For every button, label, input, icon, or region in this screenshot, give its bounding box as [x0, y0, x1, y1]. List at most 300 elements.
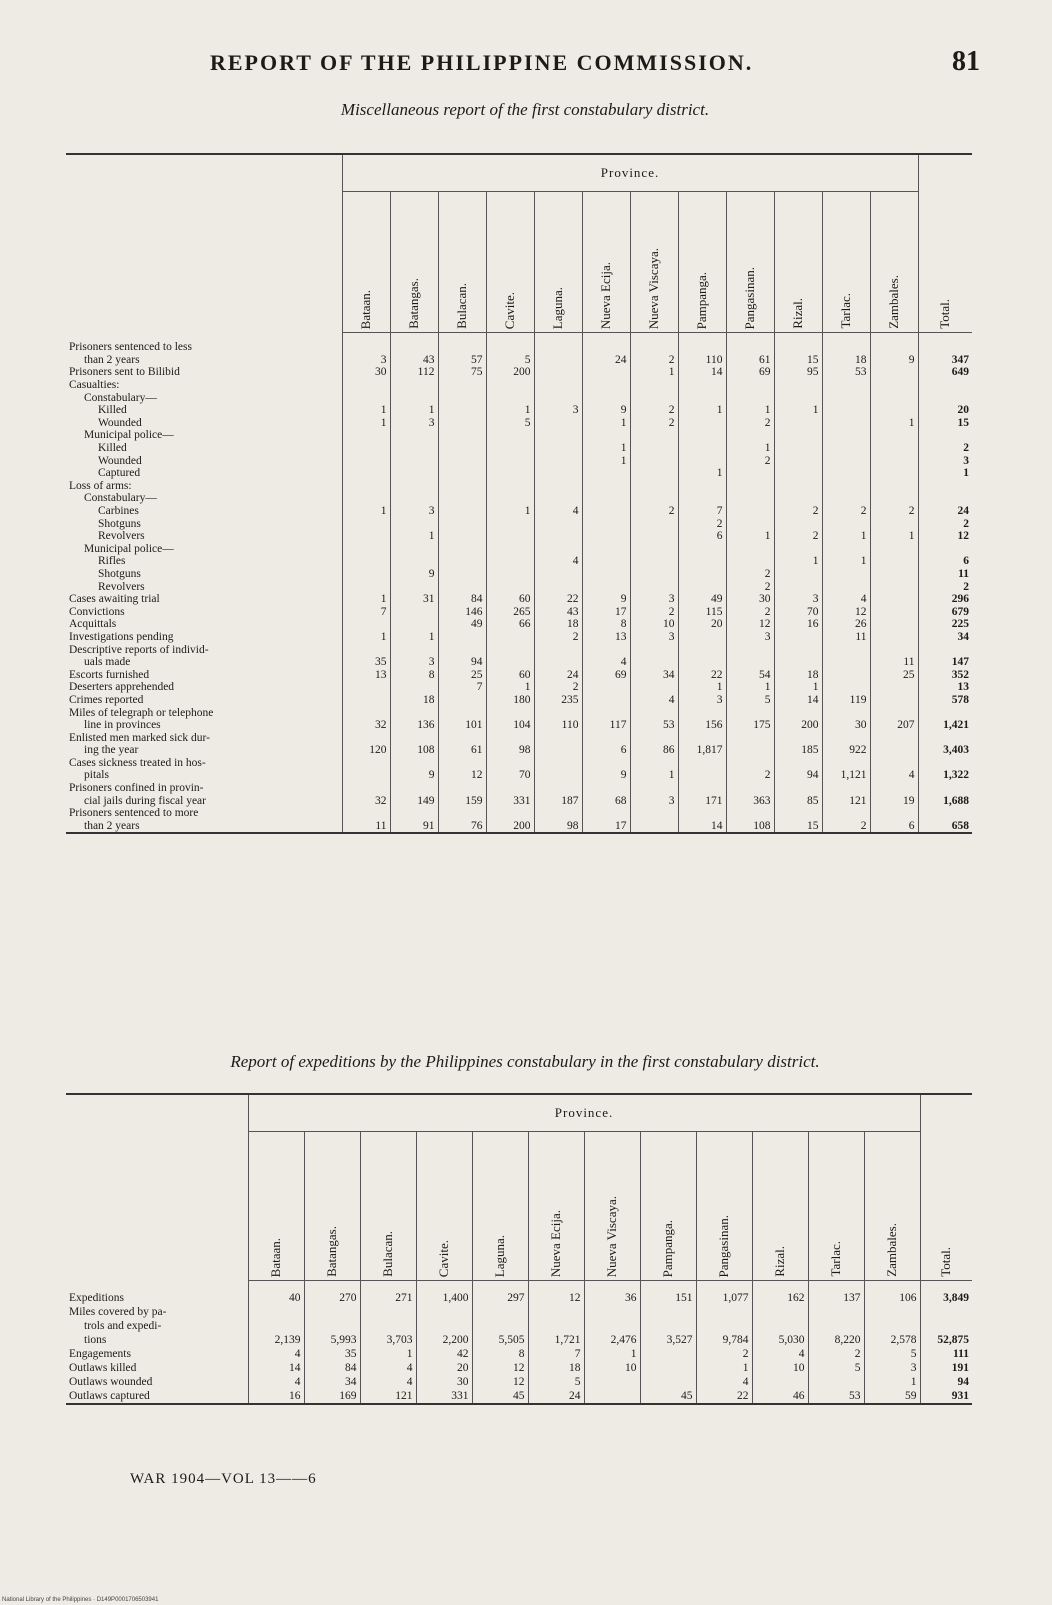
value-cell: 36	[584, 1281, 640, 1306]
value-cell: 35	[304, 1347, 360, 1361]
value-cell	[390, 379, 438, 392]
value-cell	[678, 580, 726, 593]
value-cell: 1,400	[416, 1281, 472, 1306]
value-cell: 137	[808, 1281, 864, 1306]
value-cell	[486, 782, 534, 795]
value-cell	[528, 1305, 584, 1319]
value-cell	[534, 417, 582, 430]
value-cell	[438, 404, 486, 417]
value-cell: 146	[438, 605, 486, 618]
column-header-label: Bataan.	[268, 1237, 283, 1277]
value-cell: 5	[864, 1347, 920, 1361]
table-row	[66, 719, 972, 732]
column-header-rizal	[774, 192, 822, 333]
value-cell	[534, 807, 582, 820]
value-cell	[640, 1305, 696, 1319]
value-cell: 1,721	[528, 1333, 584, 1347]
value-cell: 8	[582, 618, 630, 631]
value-cell: 57	[438, 354, 486, 367]
value-cell: 14	[774, 694, 822, 707]
value-cell	[390, 757, 438, 770]
value-cell: 1	[726, 404, 774, 417]
value-cell	[582, 694, 630, 707]
row-label: Escorts furnished	[69, 668, 150, 681]
value-cell	[486, 517, 534, 530]
value-cell	[438, 731, 486, 744]
table-row	[66, 333, 972, 354]
value-cell	[822, 731, 870, 744]
value-cell: 3	[678, 694, 726, 707]
value-cell	[822, 517, 870, 530]
value-cell: 40	[248, 1281, 304, 1306]
row-label: Enlisted men marked sick dur-	[69, 731, 210, 744]
value-cell: 30	[726, 593, 774, 606]
value-cell: 1	[630, 769, 678, 782]
value-cell	[342, 442, 390, 455]
column-header-label: Batangas.	[324, 1226, 339, 1277]
value-cell: 4	[248, 1347, 304, 1361]
value-cell	[630, 706, 678, 719]
value-cell	[390, 492, 438, 505]
value-cell	[678, 333, 726, 354]
value-cell: 53	[822, 366, 870, 379]
value-cell: 2	[808, 1347, 864, 1361]
total-cell: 12	[918, 530, 972, 543]
value-cell: 94	[438, 656, 486, 669]
table-row	[66, 681, 972, 694]
value-cell: 16	[774, 618, 822, 631]
value-cell	[342, 480, 390, 493]
value-cell	[678, 731, 726, 744]
value-cell	[534, 580, 582, 593]
value-cell	[870, 568, 918, 581]
value-cell: 6	[870, 820, 918, 834]
value-cell: 331	[416, 1389, 472, 1404]
value-cell: 1	[342, 631, 390, 644]
value-cell	[870, 429, 918, 442]
value-cell: 3	[390, 656, 438, 669]
value-cell	[870, 631, 918, 644]
value-cell: 46	[752, 1389, 808, 1404]
value-cell	[438, 631, 486, 644]
value-cell	[582, 517, 630, 530]
value-cell: 4	[822, 593, 870, 606]
value-cell: 4	[870, 769, 918, 782]
value-cell: 1	[822, 555, 870, 568]
value-cell: 136	[390, 719, 438, 732]
value-cell: 2	[534, 631, 582, 644]
column-header-label: Zambales.	[886, 275, 901, 329]
value-cell: 2	[630, 605, 678, 618]
value-cell	[822, 492, 870, 505]
column-header-laguna	[472, 1132, 528, 1281]
value-cell	[678, 782, 726, 795]
value-cell	[726, 555, 774, 568]
total-cell: 111	[920, 1347, 972, 1361]
value-cell	[390, 605, 438, 618]
row-label: trols and expedi-	[84, 1320, 162, 1332]
total-cell: 3,403	[918, 744, 972, 757]
value-cell	[774, 757, 822, 770]
value-cell	[870, 807, 918, 820]
total-cell	[918, 643, 972, 656]
value-cell	[678, 454, 726, 467]
value-cell	[630, 442, 678, 455]
value-cell	[534, 391, 582, 404]
column-header-pangasinan	[726, 192, 774, 333]
value-cell	[822, 404, 870, 417]
total-cell	[920, 1305, 972, 1319]
value-cell	[870, 580, 918, 593]
value-cell	[438, 492, 486, 505]
value-cell	[822, 643, 870, 656]
value-cell: 6	[582, 744, 630, 757]
value-cell	[342, 782, 390, 795]
value-cell	[870, 492, 918, 505]
value-cell: 24	[528, 1389, 584, 1404]
value-cell: 45	[640, 1389, 696, 1404]
value-cell	[342, 429, 390, 442]
value-cell	[582, 580, 630, 593]
value-cell	[438, 429, 486, 442]
value-cell	[528, 1319, 584, 1333]
value-cell	[870, 782, 918, 795]
value-cell	[870, 333, 918, 354]
value-cell	[438, 442, 486, 455]
value-cell	[726, 656, 774, 669]
total-cell: 34	[918, 631, 972, 644]
value-cell	[390, 543, 438, 556]
value-cell	[582, 530, 630, 543]
expeditions-table	[66, 1093, 972, 1405]
value-cell	[630, 517, 678, 530]
table-row	[66, 429, 972, 442]
value-cell: 149	[390, 794, 438, 807]
value-cell: 121	[822, 794, 870, 807]
value-cell	[774, 480, 822, 493]
value-cell: 9	[870, 354, 918, 367]
row-label: Engagements	[69, 1348, 131, 1360]
total-cell	[918, 706, 972, 719]
column-header-nueva-ecija	[582, 192, 630, 333]
value-cell: 3	[726, 631, 774, 644]
value-cell	[342, 530, 390, 543]
table-row	[66, 593, 972, 606]
value-cell	[678, 492, 726, 505]
value-cell: 22	[534, 593, 582, 606]
column-header-label: Tarlac.	[838, 293, 853, 329]
value-cell: 30	[416, 1375, 472, 1389]
value-cell	[822, 543, 870, 556]
column-header-nueva-viscaya	[630, 192, 678, 333]
value-cell: 1	[870, 417, 918, 430]
table-row	[66, 568, 972, 581]
value-cell	[342, 757, 390, 770]
table-row	[66, 354, 972, 367]
total-cell	[918, 333, 972, 354]
value-cell: 14	[678, 820, 726, 834]
value-cell: 3,703	[360, 1333, 416, 1347]
value-cell: 12	[822, 605, 870, 618]
value-cell: 42	[416, 1347, 472, 1361]
value-cell: 7	[678, 505, 726, 518]
total-cell	[918, 731, 972, 744]
value-cell: 1	[870, 530, 918, 543]
value-cell: 5	[528, 1375, 584, 1389]
total-cell: 352	[918, 668, 972, 681]
total-cell: 13	[918, 681, 972, 694]
value-cell	[630, 454, 678, 467]
table-row	[66, 391, 972, 404]
value-cell	[390, 333, 438, 354]
value-cell	[390, 731, 438, 744]
value-cell: 1	[582, 417, 630, 430]
value-cell: 104	[486, 719, 534, 732]
value-cell: 151	[640, 1281, 696, 1306]
value-cell: 13	[342, 668, 390, 681]
value-cell	[534, 744, 582, 757]
value-cell	[726, 379, 774, 392]
value-cell	[726, 505, 774, 518]
value-cell	[342, 618, 390, 631]
value-cell	[534, 643, 582, 656]
value-cell	[726, 643, 774, 656]
value-cell	[342, 454, 390, 467]
row-label: Revolvers	[98, 530, 145, 543]
table-row	[66, 1305, 972, 1319]
row-label: Wounded	[98, 416, 142, 429]
value-cell	[342, 517, 390, 530]
value-cell: 4	[696, 1375, 752, 1389]
value-cell	[678, 631, 726, 644]
value-cell	[864, 1319, 920, 1333]
row-label: Shotguns	[98, 517, 141, 530]
value-cell	[438, 555, 486, 568]
column-header-tarlac	[808, 1132, 864, 1281]
total-cell	[918, 782, 972, 795]
value-cell	[696, 1305, 752, 1319]
value-cell: 1	[360, 1347, 416, 1361]
value-cell	[822, 782, 870, 795]
column-header-label: Batangas.	[406, 278, 421, 329]
column-header-pangasinan	[696, 1132, 752, 1281]
value-cell: 54	[726, 668, 774, 681]
value-cell	[870, 442, 918, 455]
table-row	[66, 631, 972, 644]
value-cell: 19	[870, 794, 918, 807]
value-cell: 43	[390, 354, 438, 367]
value-cell: 106	[864, 1281, 920, 1306]
column-header-label: Pampanga.	[660, 1219, 675, 1277]
row-label: Killed	[98, 442, 127, 455]
table-row	[66, 442, 972, 455]
value-cell	[630, 429, 678, 442]
column-header-label: Rizal.	[772, 1246, 787, 1277]
value-cell: 76	[438, 820, 486, 834]
row-label: Prisoners sentenced to less	[69, 341, 192, 354]
value-cell: 2	[822, 505, 870, 518]
value-cell	[486, 580, 534, 593]
value-cell: 3	[390, 505, 438, 518]
table-row	[66, 820, 972, 834]
value-cell: 11	[870, 656, 918, 669]
total-cell	[920, 1319, 972, 1333]
value-cell	[582, 379, 630, 392]
page-number: 81	[952, 46, 980, 77]
row-label: Convictions	[69, 605, 125, 618]
value-cell: 2	[726, 769, 774, 782]
value-cell	[822, 442, 870, 455]
row-label: Outlaws captured	[66, 1389, 248, 1404]
value-cell	[582, 782, 630, 795]
column-header-batangas	[390, 192, 438, 333]
value-cell	[822, 379, 870, 392]
value-cell	[678, 391, 726, 404]
total-cell: 649	[918, 366, 972, 379]
value-cell	[726, 731, 774, 744]
value-cell: 101	[438, 719, 486, 732]
value-cell	[630, 492, 678, 505]
row-label: uals made	[84, 656, 131, 669]
column-header-label: Bulacan.	[454, 283, 469, 329]
value-cell: 10	[630, 618, 678, 631]
value-cell: 11	[822, 631, 870, 644]
column-header-nueva-viscaya	[584, 1132, 640, 1281]
value-cell	[774, 568, 822, 581]
value-cell: 35	[342, 656, 390, 669]
value-cell: 1	[342, 417, 390, 430]
value-cell	[390, 480, 438, 493]
value-cell	[870, 731, 918, 744]
value-cell	[342, 681, 390, 694]
table-row	[66, 1361, 972, 1375]
value-cell: 53	[808, 1389, 864, 1404]
column-header-rizal	[752, 1132, 808, 1281]
value-cell: 86	[630, 744, 678, 757]
value-cell: 1	[678, 681, 726, 694]
value-cell	[472, 1305, 528, 1319]
value-cell	[582, 366, 630, 379]
value-cell: 3	[342, 354, 390, 367]
total-cell	[918, 757, 972, 770]
value-cell: 200	[486, 820, 534, 834]
value-cell	[342, 492, 390, 505]
value-cell: 9	[390, 769, 438, 782]
row-label: Expeditions	[69, 1291, 124, 1304]
value-cell	[438, 467, 486, 480]
value-cell	[774, 333, 822, 354]
value-cell	[342, 543, 390, 556]
row-label: Investigations pending	[69, 630, 174, 643]
table-row	[66, 668, 972, 681]
value-cell: 60	[486, 593, 534, 606]
value-cell	[342, 379, 390, 392]
value-cell: 1	[390, 404, 438, 417]
total-cell: 1,322	[918, 769, 972, 782]
value-cell	[870, 757, 918, 770]
value-cell	[342, 333, 390, 354]
value-cell: 1	[726, 530, 774, 543]
value-cell	[774, 631, 822, 644]
total-cell: 3,849	[920, 1281, 972, 1306]
value-cell: 1	[726, 442, 774, 455]
total-cell: 225	[918, 618, 972, 631]
value-cell: 271	[360, 1281, 416, 1306]
value-cell: 9	[582, 593, 630, 606]
total-cell: 296	[918, 593, 972, 606]
column-header-label: Nueva Ecija.	[598, 261, 613, 329]
value-cell: 85	[774, 794, 822, 807]
value-cell: 331	[486, 794, 534, 807]
value-cell: 1,121	[822, 769, 870, 782]
value-cell: 4	[630, 694, 678, 707]
total-cell: 347	[918, 354, 972, 367]
value-cell: 5,505	[472, 1333, 528, 1347]
value-cell	[438, 530, 486, 543]
value-cell: 159	[438, 794, 486, 807]
value-cell	[582, 429, 630, 442]
value-cell: 1	[582, 454, 630, 467]
value-cell: 4	[534, 505, 582, 518]
value-cell	[822, 467, 870, 480]
value-cell	[822, 706, 870, 719]
value-cell	[438, 694, 486, 707]
value-cell	[342, 769, 390, 782]
value-cell: 175	[726, 719, 774, 732]
column-header-batangas	[304, 1132, 360, 1281]
total-cell	[918, 492, 972, 505]
value-cell	[678, 807, 726, 820]
value-cell: 2	[726, 417, 774, 430]
value-cell	[390, 643, 438, 656]
value-cell	[342, 391, 390, 404]
value-cell: 24	[534, 668, 582, 681]
value-cell: 1	[582, 442, 630, 455]
value-cell	[870, 543, 918, 556]
value-cell	[774, 807, 822, 820]
row-label: Carbines	[98, 505, 139, 518]
value-cell	[534, 492, 582, 505]
value-cell: 171	[678, 794, 726, 807]
value-cell	[486, 467, 534, 480]
value-cell: 1	[774, 404, 822, 417]
value-cell: 4	[248, 1375, 304, 1389]
table-row	[66, 744, 972, 757]
value-cell: 9	[390, 568, 438, 581]
total-cell: 94	[920, 1375, 972, 1389]
value-cell	[864, 1305, 920, 1319]
value-cell: 110	[678, 354, 726, 367]
value-cell: 66	[486, 618, 534, 631]
province-group-header: Province.	[248, 1094, 920, 1132]
value-cell	[438, 580, 486, 593]
value-cell: 4	[534, 555, 582, 568]
value-cell	[582, 731, 630, 744]
total-cell: 191	[920, 1361, 972, 1375]
value-cell	[630, 757, 678, 770]
value-cell: 108	[726, 820, 774, 834]
value-cell	[390, 454, 438, 467]
value-cell: 2	[630, 417, 678, 430]
value-cell: 45	[472, 1389, 528, 1404]
value-cell: 1	[630, 366, 678, 379]
value-cell: 4	[582, 656, 630, 669]
value-cell	[726, 391, 774, 404]
value-cell	[582, 333, 630, 354]
value-cell: 11	[342, 820, 390, 834]
value-cell: 1,077	[696, 1281, 752, 1306]
value-cell: 20	[678, 618, 726, 631]
